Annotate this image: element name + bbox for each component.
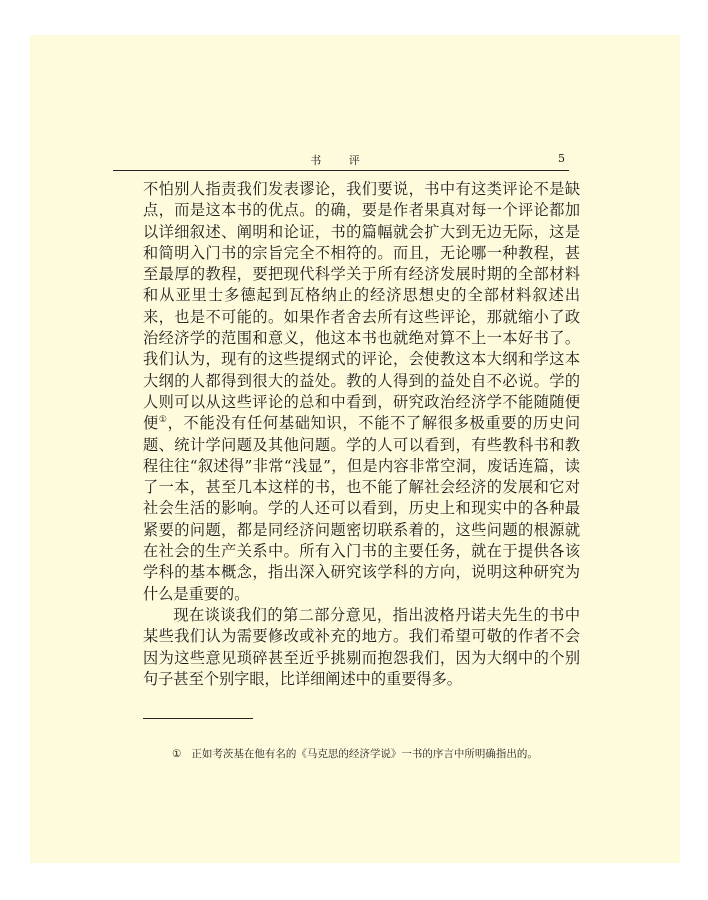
footnote-mark: ① xyxy=(172,748,182,760)
footnote-reference[interactable]: ① xyxy=(158,415,168,426)
header-title: 书 评 xyxy=(310,154,372,167)
page-number: 5 xyxy=(558,152,565,165)
footnote-text: 正如考茨基在他有名的《马克思的经济学说》一书的序言中所明确指出的。 xyxy=(191,748,538,760)
footnote xyxy=(172,746,592,761)
paragraph-1 xyxy=(143,179,580,605)
footnote-divider xyxy=(143,718,253,719)
paragraph-1-text-b: ，不能没有任何基础知识，不能不了解很多极重要的历史问题、统计学问题及其他问题。学的人可以看到，有些教科书和教程往往“叙述得”非常“浅显”，但是内容非常空洞，废话连篇，读了一本，甚至几本这样的书，也不能了解社会经济的发展和它对社会生活的影响。学的人还可以看到，历史上和现实中的各种最紧要的问题，都是同经济问题密切联系着的，这些问题的根源就在社会的生产关系中。所有入门书的主要任务，就在于提供各该学科的基本概念，指出深入研究该学科的方向，说明这种研究为什么是重要的。 xyxy=(143,414,581,603)
paragraph-1-text-a: 不怕别人指责我们发表谬论，我们要说，书中有这类评论不是缺点，而是这本书的优点。的确，要是作者果真对每一个评论都加以详细叙述、阐明和论证，书的篇幅就会扩大到无边无际，这是和简明入门书的宗旨完全不相符的。而且，无论哪一种教程，甚至最厚的教程，要把现代科学关于所有经济发展时期的全部材料和从亚里士多德起到瓦格纳止的经济思想史的全部材料叙述出来，也是不可能的。如果作者舍去所有这些评论，那就缩小了政治经济学的范围和意义，他这本书也就绝对算不上一本好书了。我们认为，现有的这些提纲式的评论，会使教这本大纲和学这本大纲的人都得到很大的益处。教的人得到的益处自不必说。学的人则可以从这些评论的总和中看到，研究政治经济学不能随随便便 xyxy=(143,180,580,433)
running-header xyxy=(113,150,569,171)
paragraph-2: 现在谈谈我们的第二部分意见，指出波格丹诺夫先生的书中某些我们认为需要修改或补充的地方。我们希望可敬的作者不会因为这些意见琐碎甚至近乎挑剔而抱怨我们，因为大纲中的个别句子甚至个别字眼，比详细阐述中的重要得多。 xyxy=(143,605,580,688)
body-text xyxy=(143,179,580,690)
